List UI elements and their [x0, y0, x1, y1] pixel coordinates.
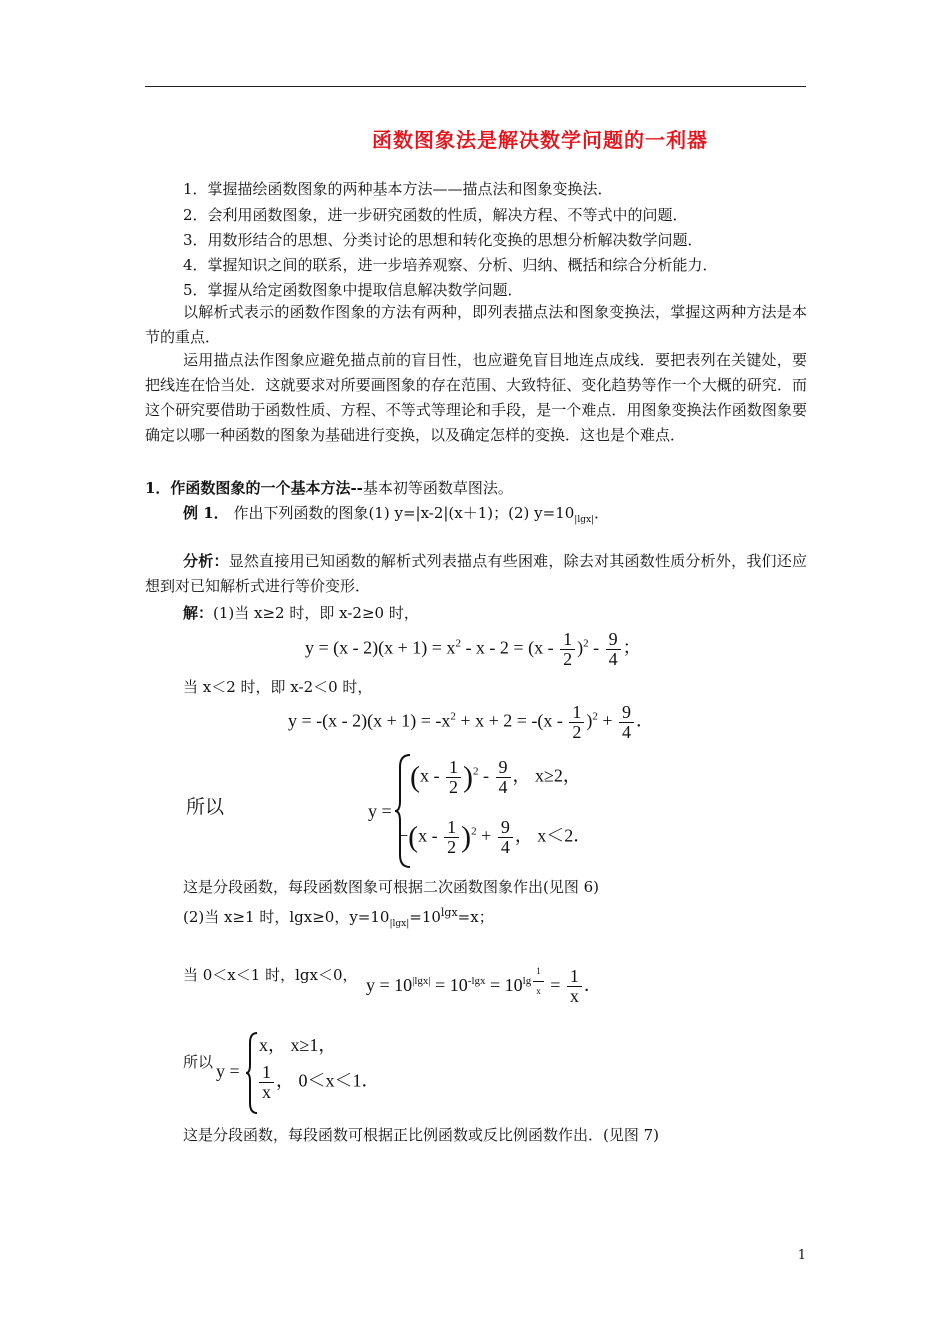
- note-1: 这是分段函数，每段函数图象可根据二次函数图象作出(见图 6): [183, 878, 600, 896]
- goal-3: 3．用数形结合的思想、分类讨论的思想和转化变换的思想分析解决数学问题．: [183, 231, 703, 249]
- fraction-nine-quarters: $\frac{9}{4}$: [606, 630, 621, 669]
- analysis-text: 显然直接用已知函数的解析式列表描点有些困难，除去对其函数性质分析外，我们还应想到对已知解析式进行等价变形．: [145, 552, 807, 595]
- piece-2-top: x， x≥1，: [259, 1035, 337, 1055]
- case-3-line: 当 0＜x＜1 时，lgx＜0，: [183, 966, 358, 984]
- example-1: [183, 503, 609, 530]
- analysis-paragraph: [145, 549, 807, 599]
- fraction-one-half-2: $\frac{1}{2}$: [569, 703, 584, 742]
- solution-line: [183, 603, 419, 623]
- goal-4: 4．掌握知识之间的联系，进一步培养观察、分析、归纳、概括和综合分析能力．: [183, 256, 718, 274]
- equation-3: $y = 10^{|lgx|} = 10^{-lgx} = 10^{lg \frac{1}{x}}$ = $\frac{1}{x}$ ．: [366, 962, 602, 1006]
- page-number: 1: [797, 1248, 806, 1263]
- example-text: 作出下列函数的图象(1) y=|x-2|(x＋1)；(2) y=10: [233, 504, 575, 522]
- section-heading-rest: 基本初等函数草图法。: [362, 479, 513, 497]
- piece-2-bottom: $\frac{1}{x}$ ， 0＜x＜1．: [257, 1063, 380, 1102]
- goal-5: 5．掌握从给定函数图象中提取信息解决数学问题．: [183, 281, 523, 299]
- solution-text: (1)当 x≥2 时，即 x-2≥0 时，: [213, 604, 419, 622]
- analysis-label: 分析：: [183, 552, 229, 570]
- section-heading-bold: 1．作函数图象的一个基本方法--: [145, 479, 363, 497]
- example-end: ．: [594, 504, 610, 522]
- equation-1: $y = (x - 2)(x + 1) = x^2 - x - 2 = (x$ - $\frac{1}{2}$ )$^2$ - $\frac{9}{4}$ ；: [305, 629, 641, 669]
- goal-1: 1．掌握描绘函数图象的两种基本方法——描点法和图象变换法．: [183, 180, 613, 198]
- goal-2: 2．会利用函数图象，进一步研究函数的性质，解决方程、不等式中的问题．: [183, 206, 688, 224]
- piecewise-y-1: y =: [368, 801, 392, 821]
- part-2-line: (2)当 x≥1 时，lgx≥0，$y=10_{|lgx|}=10^{lgx}=x$；: [183, 906, 494, 929]
- case-2-line: 当 x＜2 时，即 x-2＜0 时，: [183, 678, 373, 696]
- piecewise-y-2: y =: [216, 1061, 240, 1081]
- suoyi-label-1: 所以: [186, 796, 225, 818]
- equation-2: $y = -(x - 2)(x + 1) = -x^2 + x + 2 = -(x$ - $\frac{1}{2}$ )$^2$ + $\frac{9}{4}$ ．: [288, 702, 655, 742]
- piece-1-top: (x - $\frac{1}{2}$ )$^2$ - $\frac{9}{4}$ ， x≥2，: [410, 757, 581, 797]
- piece-1-bottom-cond: ， x＜2．: [514, 825, 592, 846]
- note-2: 这是分段函数，每段函数可根据正比例函数或反比例函数作出．(见图 7): [183, 1126, 660, 1144]
- paragraph-2: 运用描点法作图象应避免描点前的盲目性，也应避免盲目地连点成线．要把表列在关键处，要把线连在恰当处．这就要求对所要画图象的存在范围、大致特征、变化趋势等作一个大概的研究．而这个研究要借助于函数性质、方程、不等式等理论和手段，是一个难点．用图象变换法作函数图象要确定以哪一种函数的图象为基础进行变换，以及确定怎样的变换．这也是个难点．: [145, 351, 807, 444]
- page-title: 函数图象法是解决数学问题的一利器: [372, 128, 708, 152]
- suoyi-label-2: 所以: [183, 1053, 214, 1071]
- example-sub: |lgx|: [574, 515, 595, 525]
- header-rule: [145, 86, 806, 87]
- fraction-one-half: $\frac{1}{2}$: [560, 630, 575, 669]
- example-label: 例 1．: [183, 504, 229, 522]
- fraction-nine-quarters-2: $\frac{9}{4}$: [619, 703, 634, 742]
- piece-1-bottom: −(x - $\frac{1}{2}$ )$^2$ + $\frac{9}{4}$ ， x＜2．: [398, 817, 592, 857]
- section-heading: [145, 478, 513, 498]
- piece-1-top-cond: ， x≥2，: [512, 765, 581, 786]
- solution-label: 解：: [183, 604, 214, 622]
- paragraph-1: 以解析式表示的函数作图象的方法有两种，即列表描点法和图象变换法，掌握这两种方法是本节的重点．: [145, 303, 807, 346]
